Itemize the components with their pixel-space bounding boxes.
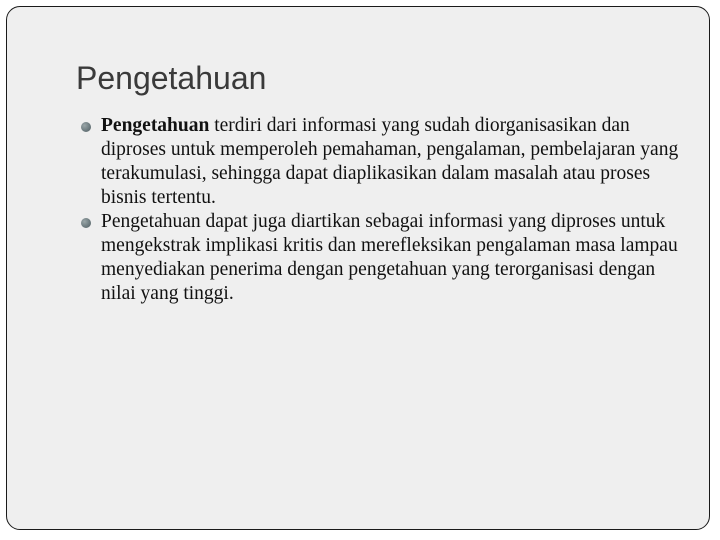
bullet-lead-term: Pengetahuan xyxy=(101,115,210,136)
bullet-item-definition xyxy=(101,114,691,210)
bullet-text: Pengetahuan dapat juga diartikan sebagai informasi yang diproses untuk mengekstrak implikasi kritis dan merefleksikan pengalaman masa lampau menyediakan penerima dengan pengetahuan yang terorganisasi dengan nilai yang tinggi. xyxy=(101,211,678,304)
slide-title: Pengetahuan xyxy=(76,60,267,96)
bullet-dot-icon xyxy=(81,122,91,132)
bullet-list xyxy=(101,114,691,306)
bullet-item-alternative-definition xyxy=(101,210,691,306)
bullet-text: terdiri dari informasi yang sudah diorganisasikan dan diproses untuk memperoleh pemahaman, pengalaman, pembelajaran yang terakumulasi, sehingga dapat diaplikasikan dalam masalah atau proses bisnis tertentu. xyxy=(101,115,679,208)
bullet-dot-icon xyxy=(81,218,91,228)
